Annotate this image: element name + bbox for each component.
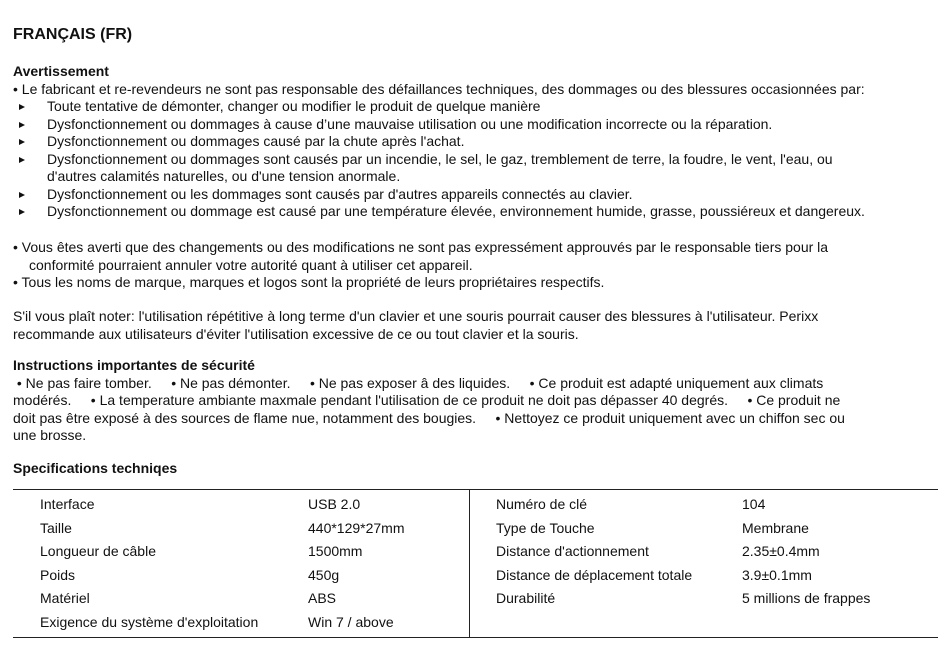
- warning-item: Dysfonctionnement ou dommage est causé par une température élevée, environnement humide, grasse, poussiéreux et dangereux.: [47, 203, 943, 221]
- spec-label: Poids: [40, 567, 76, 583]
- spec-value: 104: [742, 496, 766, 512]
- usage-note: [13, 308, 933, 343]
- warning-item: Toute tentative de démonter, changer ou modifier le produit de quelque manière: [47, 98, 943, 116]
- spec-value: 440*129*27mm: [308, 520, 405, 536]
- spec-value: 2.35±0.4mm: [742, 543, 820, 559]
- specs-title: Specifications techniqes: [13, 460, 178, 476]
- safety-line: modérés. • La temperature ambiante maxmale pendant l'utilisation de ce produit ne doit pas dépasser 40 degrés. • Ce produit ne: [13, 392, 841, 408]
- language-heading: FRANÇAIS (FR): [13, 26, 133, 43]
- spec-value: ABS: [308, 590, 337, 606]
- spec-label: Durabilité: [496, 590, 556, 606]
- spec-value: Win 7 / above: [308, 614, 394, 630]
- spec-label: Matériel: [40, 590, 90, 606]
- safety-section: [13, 357, 933, 445]
- spec-value: 1500mm: [308, 543, 363, 559]
- spec-label: Longueur de câble: [40, 543, 156, 559]
- safety-line: une brosse.: [13, 427, 87, 443]
- spec-label: Interface: [40, 496, 95, 512]
- warning-title: Avertissement: [13, 63, 109, 79]
- safety-line: doit pas être exposé à des sources de flame nue, notamment des bougies. • Nettoyez ce produit uniquement avec un chiffon sec ou: [13, 409, 845, 426]
- notice-modifications: • Vous êtes averti que des changements ou des modifications ne sont pas expressément approuvés par le responsable tiers pour la: [13, 239, 829, 255]
- specs-column-divider: [469, 490, 470, 637]
- spec-label: Type de Touche: [496, 520, 595, 536]
- specs-table: [13, 489, 938, 638]
- spec-value: 3.9±0.1mm: [742, 567, 812, 583]
- warning-item-continuation: d'autres calamités naturelles, ou d'une tension anormale.: [47, 168, 401, 184]
- spec-value: 450g: [308, 567, 340, 583]
- warning-section: [13, 63, 943, 221]
- spec-label: Distance de déplacement totale: [496, 567, 693, 583]
- usage-note-line: recommande aux utilisateurs d'éviter l'utilisation excessive de ce ou tout clavier et la souris.: [13, 325, 579, 342]
- spec-value: 5 millions de frappes: [742, 590, 871, 606]
- safety-line: • Ne pas faire tomber. • Ne pas démonter. • Ne pas exposer â des liquides. • Ce produit est adapté uniquement aux climats: [13, 374, 824, 391]
- spec-label: Exigence du système d'exploitation: [40, 614, 259, 630]
- warning-intro: • Le fabricant et re-revendeurs ne sont pas responsable des défaillances techniques, des dommages ou des blessures occasionnées par:: [13, 80, 865, 97]
- warning-item: Dysfonctionnement ou dommages sont causés par un incendie, le sel, le gaz, tremblement de terre, la foudre, le vent, l'eau, ou: [47, 151, 943, 169]
- spec-label: Distance d'actionnement: [496, 543, 649, 559]
- safety-title: Instructions importantes de sécurité: [13, 357, 255, 373]
- notices-section: [13, 239, 938, 292]
- spec-label: Numéro de clé: [496, 496, 588, 512]
- spec-value: Membrane: [742, 520, 809, 536]
- spec-value: USB 2.0: [308, 496, 361, 512]
- notice-trademarks: • Tous les noms de marque, marques et logos sont la propriété de leurs propriétaires respectifs.: [13, 274, 605, 290]
- warning-item: Dysfonctionnement ou dommages à cause d’une mauvaise utilisation ou une modification incorrecte ou la réparation.: [47, 116, 943, 134]
- warning-item: Dysfonctionnement ou les dommages sont causés par d'autres appareils connectés au clavier.: [47, 186, 943, 204]
- notice-modifications-continuation: conformité pourraient annuler votre autorité quant à utiliser cet appareil.: [29, 256, 473, 273]
- usage-note-line: S'il vous plaît noter: l'utilisation répétitive à long terme d'un clavier et une souris pourrait causer des blessures à l'utilisateur. Perixx: [13, 308, 819, 324]
- warning-item: Dysfonctionnement ou dommages causé par la chute après l'achat.: [47, 133, 943, 151]
- spec-label: Taille: [40, 520, 72, 536]
